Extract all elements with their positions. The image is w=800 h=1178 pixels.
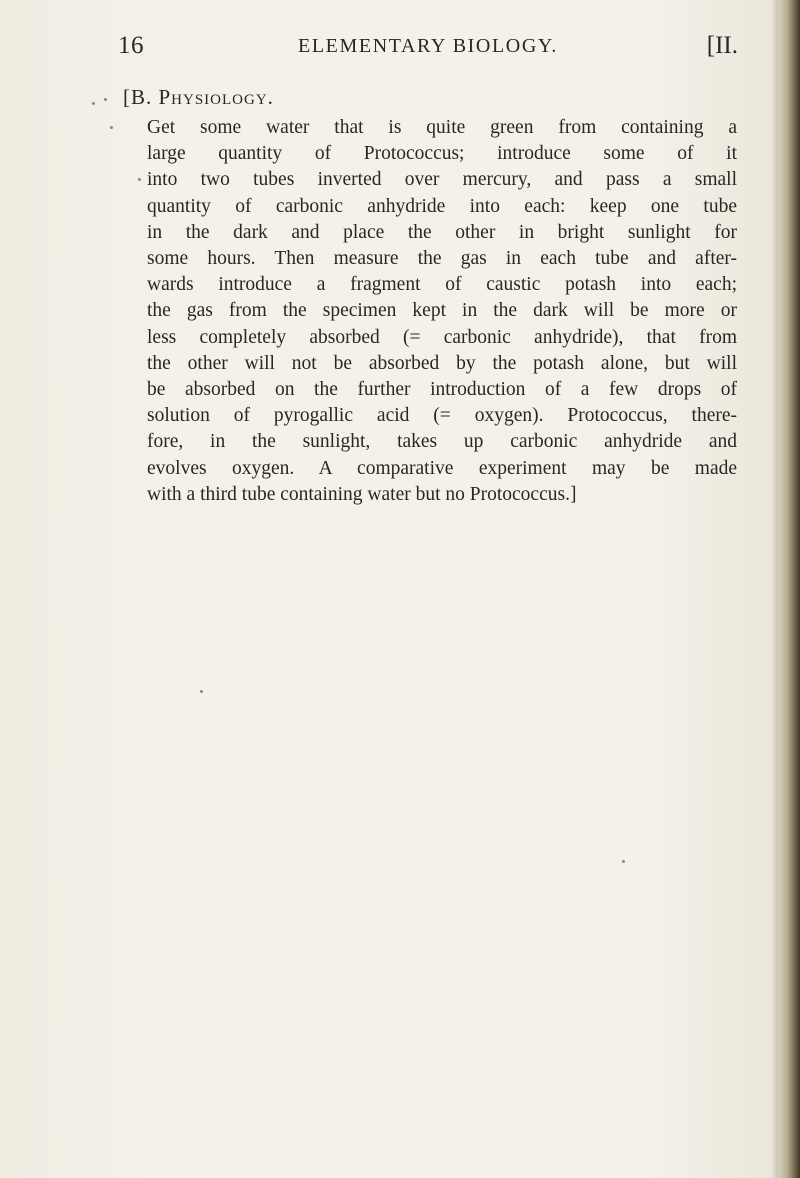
text-line: some hours. Then measure the gas in each tube and after- (147, 248, 737, 270)
section-heading (123, 85, 274, 110)
page-header (118, 32, 738, 66)
section-title: Physiology. (158, 85, 274, 109)
page-number: 16 (118, 32, 144, 59)
margin-speck (110, 126, 113, 129)
text-line: solution of pyrogallic acid (= oxygen). Protococcus, there- (147, 405, 737, 427)
section-bracket-letter: [B. (123, 85, 153, 109)
margin-speck (138, 178, 141, 181)
text-line: into two tubes inverted over mercury, and pass a small (147, 169, 737, 191)
margin-speck (200, 690, 203, 693)
text-line: Get some water that is quite green from containing a (147, 117, 737, 138)
text-line: wards introduce a fragment of caustic potash into each; (147, 274, 737, 296)
page-edge (778, 0, 800, 1178)
text-line: be absorbed on the further introduction of a few drops of (147, 379, 737, 401)
text-line: large quantity of Protococcus; introduce some of it (147, 143, 737, 165)
text-line: in the dark and place the other in bright sunlight for (147, 221, 737, 243)
margin-speck (104, 98, 107, 101)
text-line: less completely absorbed (= carbonic anhydride), that from (147, 326, 737, 348)
chapter-reference: [II. (706, 32, 738, 59)
text-line: the other will not be absorbed by the potash alone, but will (147, 352, 737, 374)
body-paragraph (147, 115, 737, 508)
text-line: the gas from the specimen kept in the dark will be more or (147, 300, 737, 322)
margin-speck (622, 860, 625, 863)
running-head: ELEMENTARY BIOLOGY. (298, 35, 558, 57)
text-line: with a third tube containing water but no Protococcus.] (147, 483, 577, 505)
text-line: fore, in the sunlight, takes up carbonic anhydride and (147, 431, 737, 453)
margin-speck (92, 102, 95, 105)
text-line: quantity of carbonic anhydride into each: keep one tube (147, 195, 737, 217)
text-line: evolves oxygen. A comparative experiment may be made (147, 457, 737, 479)
